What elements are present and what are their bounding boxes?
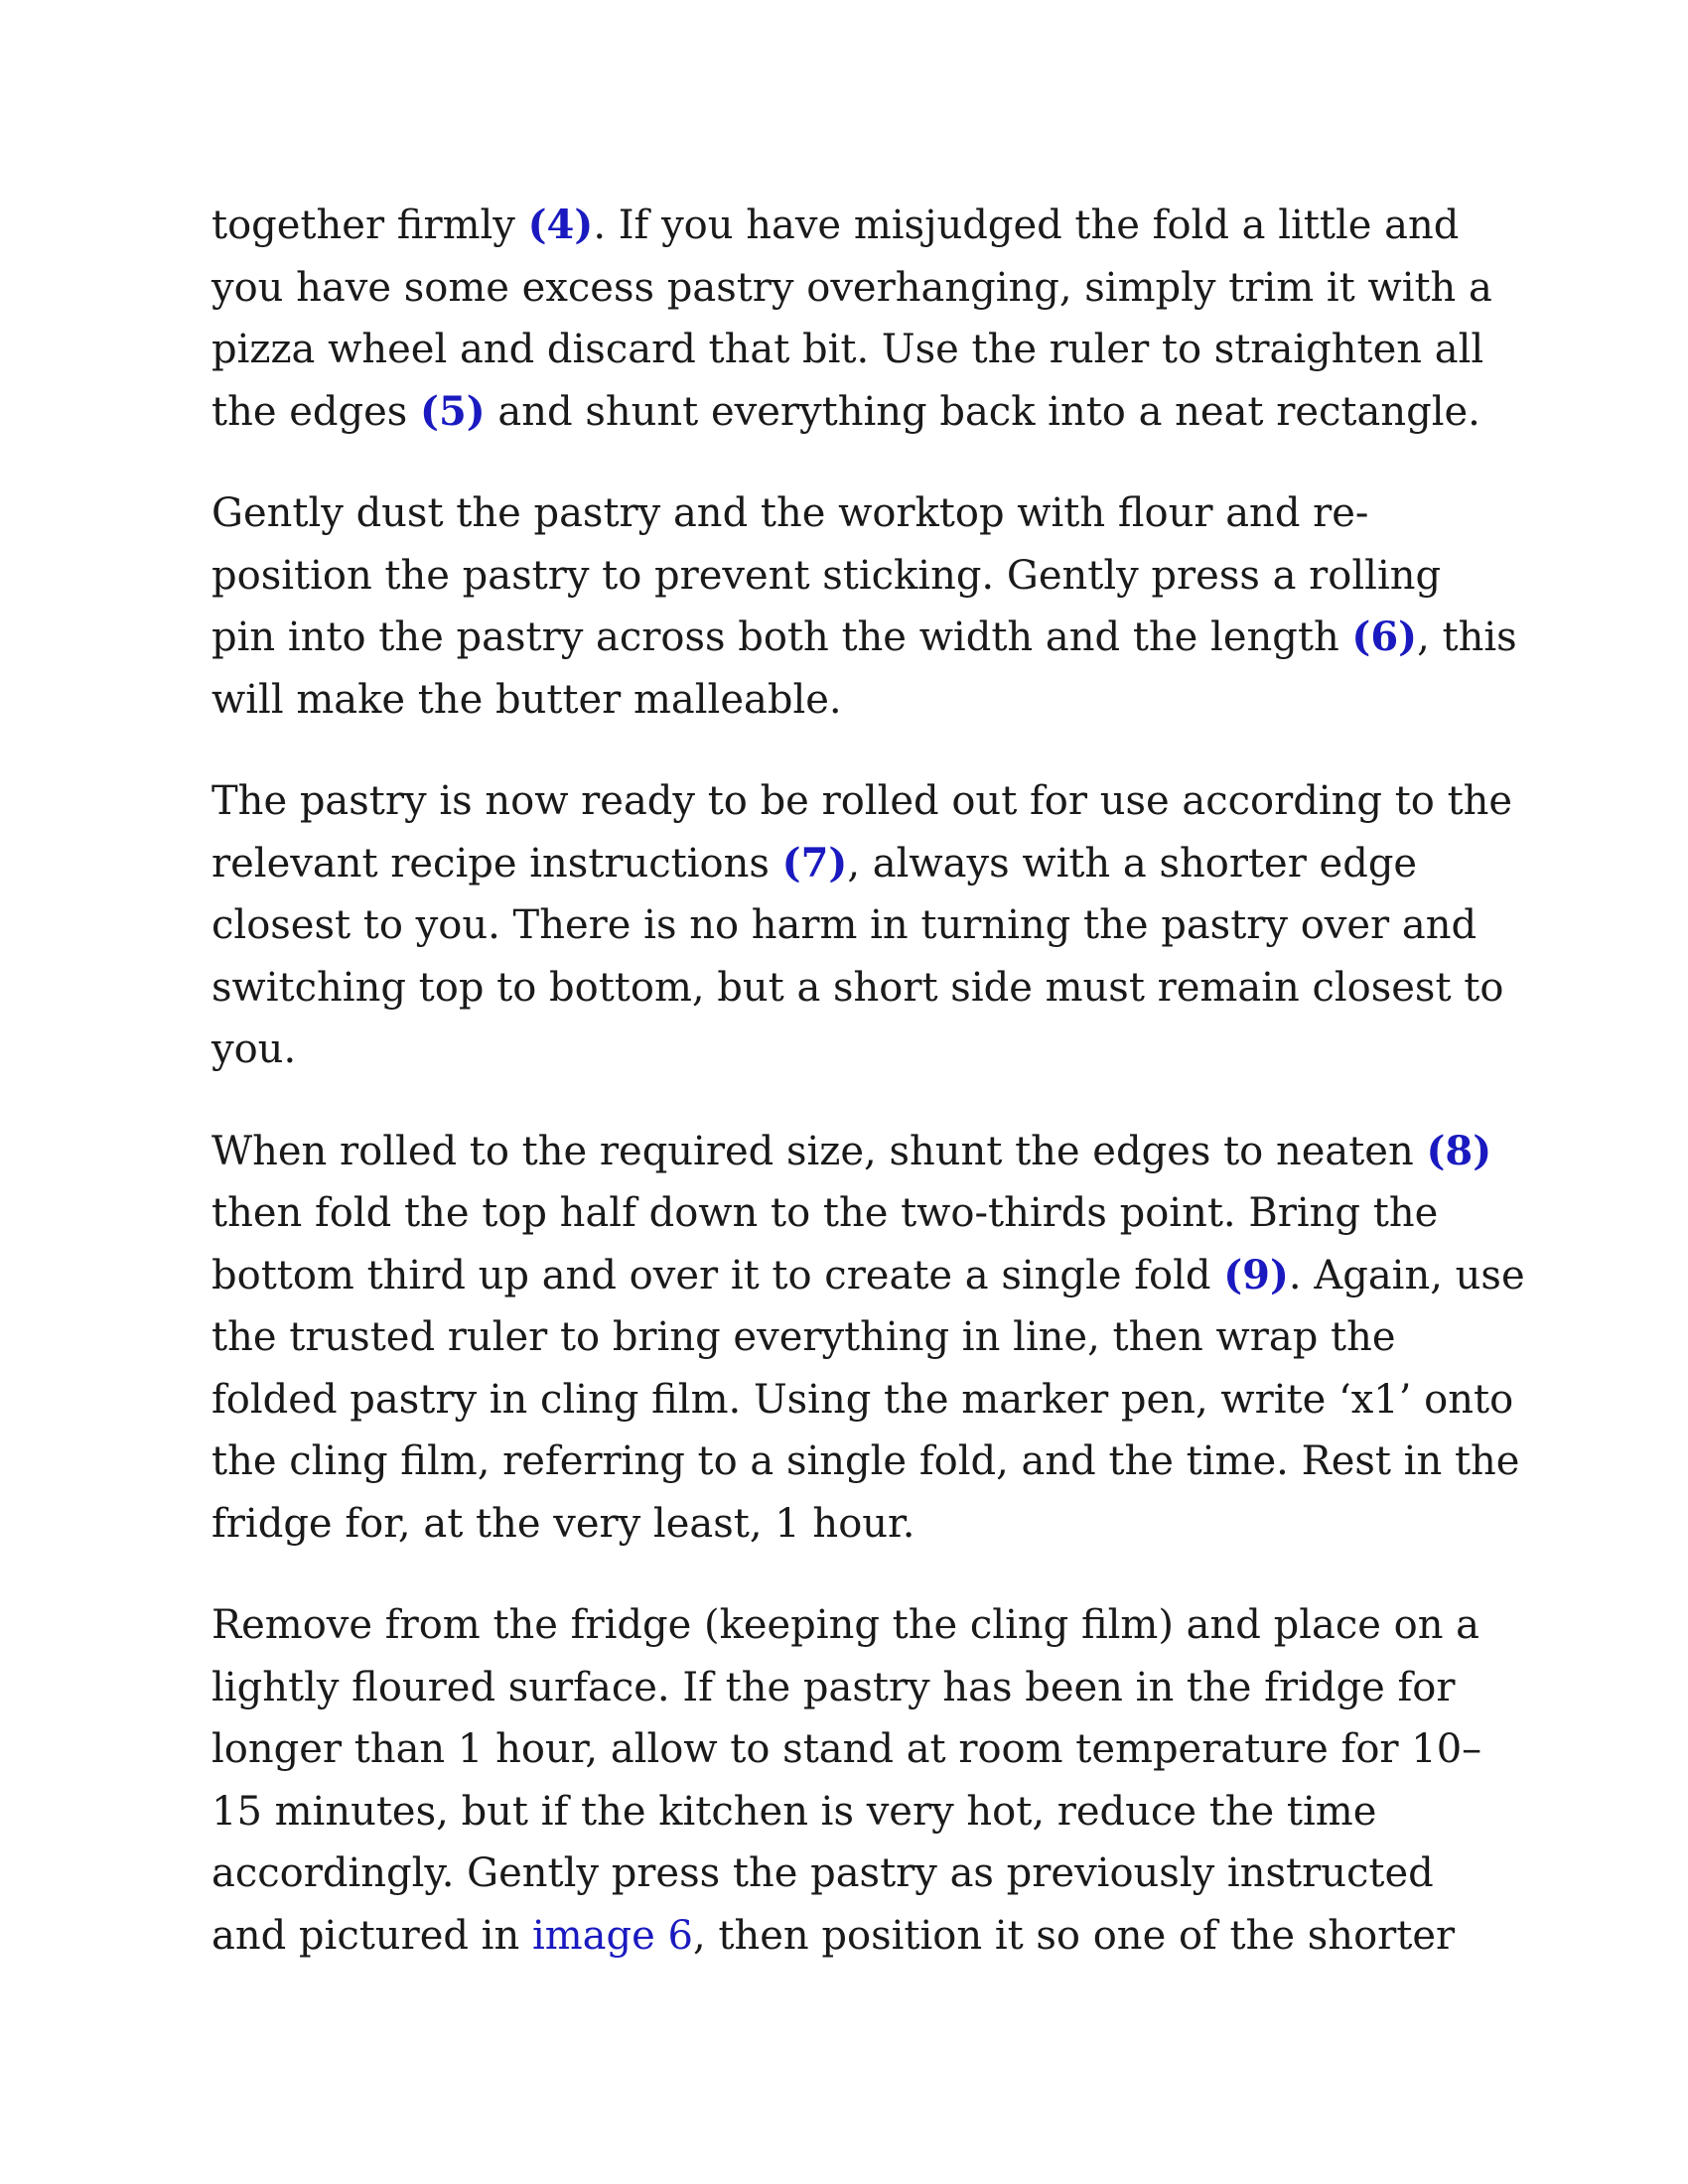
text-run: , always with a shorter edge	[847, 840, 1418, 887]
text-run: fridge for, at the very least, 1 hour.	[211, 1500, 915, 1547]
text-run: and pictured in	[211, 1912, 532, 1959]
text-line	[211, 1019, 1492, 1081]
text-run: . If you have misjudged the fold a little and	[593, 203, 1460, 248]
figure-reference-link[interactable]: (7)	[781, 839, 848, 887]
text-run: longer than 1 hour, allow to stand at room temperature for 10–	[211, 1726, 1482, 1772]
text-line	[211, 957, 1504, 1020]
text-run: the trusted ruler to bring everything in line, then wrap the	[211, 1314, 1396, 1360]
text-run: relevant recipe instructions	[211, 840, 782, 887]
text-line	[211, 1594, 1492, 1657]
text-run: will make the butter malleable.	[211, 676, 842, 723]
paragraph	[211, 770, 1513, 1081]
text-line	[211, 319, 1492, 381]
text-run: you.	[211, 1026, 297, 1072]
text-run: and shunt everything back into a neat rectangle.	[485, 388, 1480, 435]
text-run: 15 minutes, but if the kitchen is very hot, reduce the time	[211, 1788, 1377, 1835]
paragraph	[211, 195, 1492, 443]
text-line	[211, 1369, 1514, 1432]
text-run: the cling film, referring to a single fold, and the time. Rest in the	[211, 1438, 1520, 1484]
figure-reference-link[interactable]: (6)	[1351, 614, 1418, 660]
text-run: together firmly	[211, 203, 528, 248]
text-line	[211, 669, 1492, 732]
image-link[interactable]: image 6	[531, 1912, 693, 1959]
text-run: Gently dust the pastry and the worktop with flour and re-	[211, 490, 1369, 536]
text-line	[211, 381, 1492, 444]
text-run: bottom third up and over it to create a single fold	[211, 1252, 1224, 1298]
text-run: you have some excess pastry overhanging, simply trim it with a	[211, 264, 1492, 311]
text-line	[211, 833, 1492, 895]
text-line	[211, 482, 1492, 545]
text-run: position the pastry to prevent sticking. Gently press a rolling	[211, 552, 1442, 599]
text-line	[211, 1781, 1492, 1843]
text-line	[211, 257, 1492, 320]
text-run: pizza wheel and discard that bit. Use the ruler to straighten all	[211, 327, 1484, 372]
figure-reference-link[interactable]: (9)	[1223, 1251, 1289, 1298]
text-line	[211, 1657, 1492, 1719]
text-line	[211, 770, 1513, 833]
paragraph	[211, 482, 1517, 731]
paragraph	[211, 1121, 1525, 1556]
text-run: Remove from the fridge (keeping the cling film) and place on a	[211, 1602, 1480, 1648]
text-run: then fold the top half down to the two-thirds point. Bring the	[211, 1190, 1439, 1236]
text-line	[211, 1182, 1492, 1245]
text-line	[211, 1718, 1492, 1781]
figure-reference-link[interactable]: (5)	[420, 387, 486, 435]
text-run: accordingly. Gently press the pastry as previously instructed	[211, 1850, 1434, 1896]
page-body	[211, 195, 1525, 2006]
text-line	[211, 1121, 1492, 1183]
text-run: , then position it so one of the shorter	[692, 1912, 1456, 1959]
text-run: When rolled to the required size, shunt the edges to neaten	[211, 1128, 1427, 1174]
text-run: pin into the pastry across both the width and the length	[211, 614, 1352, 660]
text-run: The pastry is now ready to be rolled out for use according to the	[211, 778, 1513, 824]
text-line	[211, 195, 1492, 257]
text-line	[211, 1493, 1492, 1556]
text-run: lightly floured surface. If the pastry has been in the fridge for	[211, 1664, 1456, 1710]
text-line	[211, 1245, 1525, 1307]
paragraph	[211, 1594, 1492, 1967]
text-line	[211, 894, 1492, 957]
text-line	[211, 607, 1517, 669]
text-run: . Again, use	[1288, 1252, 1525, 1298]
text-line	[211, 1431, 1520, 1493]
figure-reference-link[interactable]: (8)	[1426, 1127, 1492, 1174]
text-line	[211, 1306, 1492, 1369]
text-line	[211, 545, 1492, 608]
text-run: the edges	[211, 388, 421, 435]
text-line	[211, 1843, 1492, 1905]
text-run: closest to you. There is no harm in turning the pastry over and	[211, 902, 1477, 948]
figure-reference-link[interactable]: (4)	[527, 202, 594, 248]
text-line	[211, 1905, 1492, 1968]
text-run: switching top to bottom, but a short side must remain closest to	[211, 964, 1504, 1011]
text-run: , this	[1417, 614, 1517, 660]
text-run: folded pastry in cling film. Using the marker pen, write ‘x1’ onto	[211, 1376, 1514, 1423]
